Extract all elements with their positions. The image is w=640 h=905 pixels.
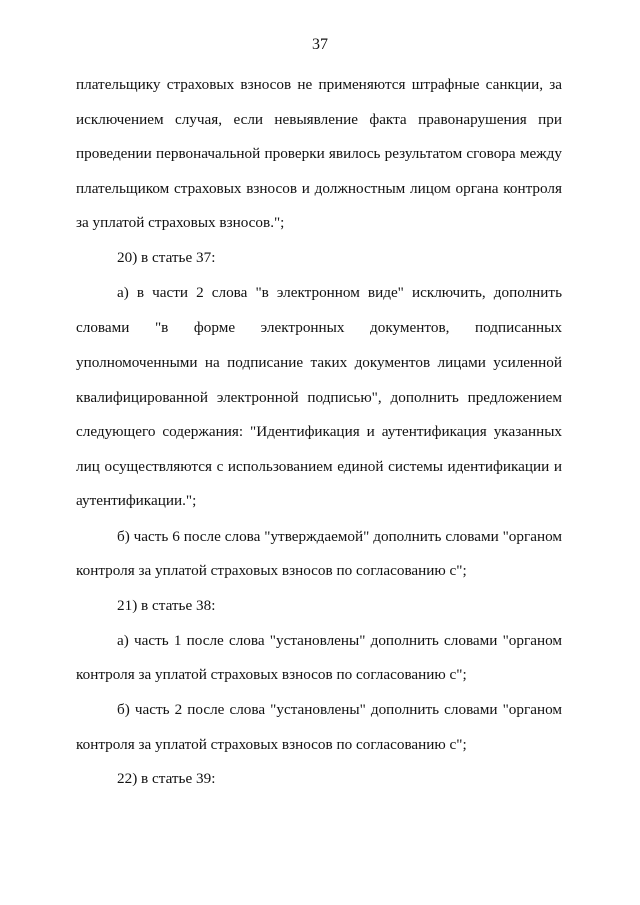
text-line: плательщику страховых взносов не применяются штрафные санкции, за xyxy=(76,76,562,93)
text-line: б) часть 2 после слова "установлены" дополнить словами "органом xyxy=(117,701,562,718)
page-number: 37 xyxy=(312,36,328,53)
text-line: следующего содержания: "Идентификация и аутентификация указанных xyxy=(76,423,562,440)
list-item-heading: 22) в статье 39: xyxy=(117,770,216,787)
text-line: за уплатой страховых взносов."; xyxy=(76,214,285,231)
text-line: проведении первоначальной проверки явилось результатом сговора между xyxy=(76,145,562,162)
text-line: контроля за уплатой страховых взносов по согласованию с"; xyxy=(76,562,467,579)
text-line: аутентификации."; xyxy=(76,492,197,509)
text-line: а) в части 2 слова "в электронном виде" исключить, дополнить xyxy=(117,284,562,301)
text-line: контроля за уплатой страховых взносов по согласованию с"; xyxy=(76,736,467,753)
text-line: лиц осуществляются с использованием единой системы идентификации и xyxy=(76,458,562,475)
text-line: контроля за уплатой страховых взносов по согласованию с"; xyxy=(76,666,467,683)
list-item-heading: 20) в статье 37: xyxy=(117,249,216,266)
text-line: квалифицированной электронной подписью", дополнить предложением xyxy=(76,389,562,406)
text-line: плательщиком страховых взносов и должностным лицом органа контроля xyxy=(76,180,562,197)
text-line: исключением случая, если невыявление факта правонарушения при xyxy=(76,111,562,128)
text-line: б) часть 6 после слова "утверждаемой" дополнить словами "органом xyxy=(117,528,562,545)
text-line: словами "в форме электронных документов, подписанных xyxy=(76,319,562,336)
text-line: уполномоченными на подписание таких документов лицами усиленной xyxy=(76,354,562,371)
text-line: а) часть 1 после слова "установлены" дополнить словами "органом xyxy=(117,632,562,649)
list-item-heading: 21) в статье 38: xyxy=(117,597,216,614)
